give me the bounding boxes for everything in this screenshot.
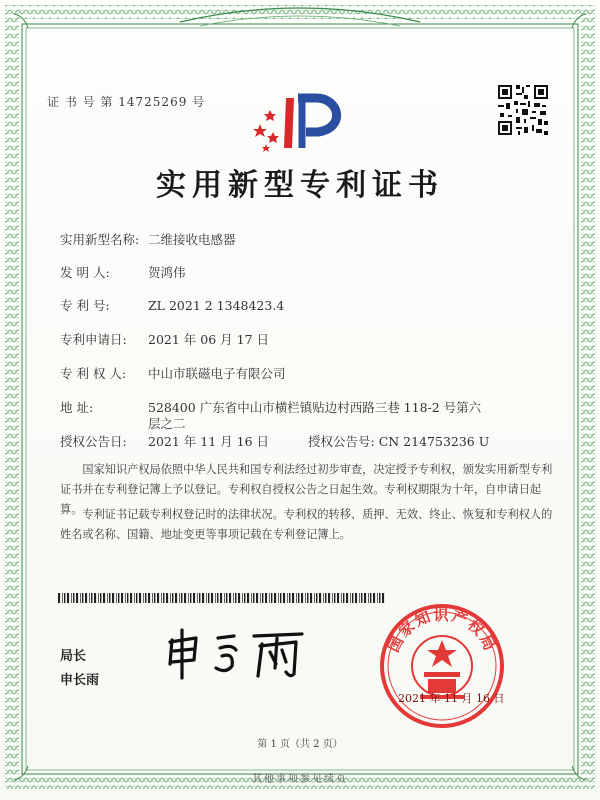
patent-office-logo [246, 88, 356, 154]
barcode-bar [170, 593, 171, 603]
director-name: 申长雨 [60, 673, 100, 688]
barcode-bar [172, 593, 173, 603]
field-value: 528400 广东省中山市横栏镇贴边村西路三巷 118-2 号第六 [148, 400, 482, 415]
barcode-bar [256, 593, 258, 603]
barcode-bar [112, 593, 114, 603]
barcode-bar [292, 593, 294, 603]
barcode-bar [337, 593, 339, 603]
barcode-bar [280, 593, 281, 603]
barcode-bar [370, 593, 371, 603]
field-value: 中山市联磁电子有限公司 [148, 366, 286, 381]
barcode-bar [130, 593, 132, 603]
barcode-bar [91, 593, 92, 603]
barcode-bar [103, 593, 105, 603]
barcode-bar [127, 593, 128, 603]
barcode-bar [316, 593, 317, 603]
barcode-bar [136, 593, 137, 603]
field-utility-model-name [60, 230, 236, 248]
barcode-bar [199, 593, 200, 603]
barcode-bar [215, 593, 216, 603]
barcode-bar [109, 593, 110, 603]
barcode-bar [233, 593, 234, 603]
barcode-bar [260, 593, 261, 603]
barcode-bar [82, 593, 83, 603]
barcode-bar [181, 593, 182, 603]
barcode-bar [242, 593, 243, 603]
barcode-bar [217, 593, 218, 603]
barcode-bar [89, 593, 90, 603]
seal-date: 2021 年 11 月 16 日 [398, 692, 505, 705]
barcode-bar [278, 593, 279, 603]
barcode-bar [253, 593, 254, 603]
barcode-bar [328, 593, 330, 603]
barcode-bar [85, 593, 87, 603]
field-value: ZL 2021 2 1348423.4 [148, 298, 285, 313]
barcode-bar [197, 593, 198, 603]
field-value: 贺鸿伟 [148, 265, 186, 280]
field-patent-number [60, 296, 284, 314]
barcode-bar [121, 593, 123, 603]
barcode-icon [58, 593, 388, 603]
qr-code-icon [496, 83, 550, 137]
field-value: 二维接收电感器 [148, 232, 236, 247]
barcode-bar [323, 593, 324, 603]
svg-text:国家知识产权局: 国家知识产权局 [384, 606, 500, 656]
barcode-bar [355, 593, 357, 603]
official-seal [376, 600, 508, 730]
barcode-bar [352, 593, 353, 603]
barcode-bar [211, 593, 213, 603]
barcode-bar [271, 593, 272, 603]
barcode-bar [325, 593, 326, 603]
barcode-bar [283, 593, 285, 603]
barcode-bar [244, 593, 245, 603]
field-value: 2021 年 06 月 17 日 [148, 332, 269, 347]
barcode-bar [334, 593, 335, 603]
barcode-bar [359, 593, 360, 603]
barcode-bar [143, 593, 144, 603]
field-grant-number [308, 432, 489, 450]
barcode-bar [116, 593, 117, 603]
barcode-bar [229, 593, 231, 603]
barcode-bar [341, 593, 342, 603]
barcode-bar [76, 593, 78, 603]
page-indicator: 第 1 页（共 2 页） [257, 739, 343, 750]
barcode-bar [373, 593, 375, 603]
barcode-bar [226, 593, 227, 603]
barcode-bar [301, 593, 303, 603]
barcode-bar [310, 593, 312, 603]
footer-note: 其他事项参见续页 [252, 774, 348, 785]
field-value: 2021 年 11 月 16 日 [148, 434, 269, 449]
barcode-bar [145, 593, 146, 603]
barcode-bar [350, 593, 351, 603]
barcode-bar [262, 593, 263, 603]
certificate-title: 实用新型专利证书 [156, 168, 444, 203]
field-grant-date [60, 432, 269, 450]
barcode-bar [361, 593, 362, 603]
barcode-bar [265, 593, 267, 603]
barcode-bar [224, 593, 225, 603]
barcode-bar [179, 593, 180, 603]
field-label: 专 利 号: [60, 298, 110, 313]
barcode-bar [305, 593, 306, 603]
field-filing-date [60, 330, 269, 348]
barcode-bar [175, 593, 177, 603]
barcode-bar [73, 593, 74, 603]
barcode-bar [343, 593, 344, 603]
field-label: 地 址: [60, 400, 94, 415]
barcode-bar [190, 593, 191, 603]
barcode-bar [247, 593, 249, 603]
barcode-bar [163, 593, 164, 603]
barcode-bar [296, 593, 297, 603]
barcode-bar [307, 593, 308, 603]
barcode-bar [364, 593, 366, 603]
field-label: 专利申请日: [60, 332, 127, 347]
barcode-bar [161, 593, 162, 603]
barcode-bar [125, 593, 126, 603]
barcode-bar [332, 593, 333, 603]
barcode-bar [346, 593, 348, 603]
barcode-bar [269, 593, 270, 603]
barcode-bar [64, 593, 65, 603]
barcode-bar [134, 593, 135, 603]
field-label: 发 明 人: [60, 265, 110, 280]
barcode-bar [298, 593, 299, 603]
address-continuation: 层之二 [148, 416, 186, 431]
barcode-bar [314, 593, 315, 603]
barcode-bar [188, 593, 189, 603]
barcode-bar [206, 593, 207, 603]
barcode-bar [98, 593, 99, 603]
director-title: 局长 [60, 649, 87, 664]
field-label: 授权公告号: [308, 434, 375, 449]
barcode-bar [238, 593, 240, 603]
handwritten-signature [160, 622, 310, 682]
barcode-bar [368, 593, 369, 603]
barcode-bar [235, 593, 236, 603]
barcode-bar [208, 593, 209, 603]
barcode-bar [67, 593, 69, 603]
field-patentee [60, 364, 286, 382]
field-value: CN 214753236 U [378, 434, 490, 449]
barcode-bar [139, 593, 141, 603]
barcode-bar [220, 593, 222, 603]
notice-paragraph: 专利证书记载专利权登记时的法律状况。专利权的转移、质押、无效、终止、恢复和专利权人的姓名或名称、国籍、地址变更等事项记载在专利登记簿上。 [60, 508, 553, 541]
barcode-bar [157, 593, 159, 603]
barcode-bar [154, 593, 155, 603]
field-label: 专 利 权 人: [60, 366, 127, 381]
barcode-bar [62, 593, 63, 603]
barcode-bar [118, 593, 119, 603]
barcode-bar [166, 593, 168, 603]
barcode-bar [58, 593, 60, 603]
barcode-bar [94, 593, 96, 603]
field-address [60, 398, 481, 416]
barcode-bar [274, 593, 276, 603]
barcode-bar [71, 593, 72, 603]
barcode-bar [148, 593, 150, 603]
barcode-bar [152, 593, 153, 603]
barcode-bar [100, 593, 101, 603]
certificate-number: 证 书 号 第 14725269 号 [47, 95, 206, 109]
barcode-bar [184, 593, 186, 603]
field-label: 授权公告日: [60, 434, 127, 449]
barcode-bar [107, 593, 108, 603]
field-inventor [60, 263, 186, 281]
barcode-bar [319, 593, 321, 603]
barcode-bar [80, 593, 81, 603]
barcode-bar [202, 593, 204, 603]
barcode-bar [251, 593, 252, 603]
barcode-bar [287, 593, 288, 603]
barcode-bar [289, 593, 290, 603]
barcode-bar [193, 593, 195, 603]
field-label: 实用新型名称: [60, 232, 140, 247]
notice-paragraph: 国家知识产权局依照中华人民共和国专利法经过初步审查，决定授予专利权，颁发实用新型专利证书并在专利登记簿上予以登记。专利权自授权公告之日起生效。专利权期限为十年，自申请日起算。 [60, 463, 553, 516]
